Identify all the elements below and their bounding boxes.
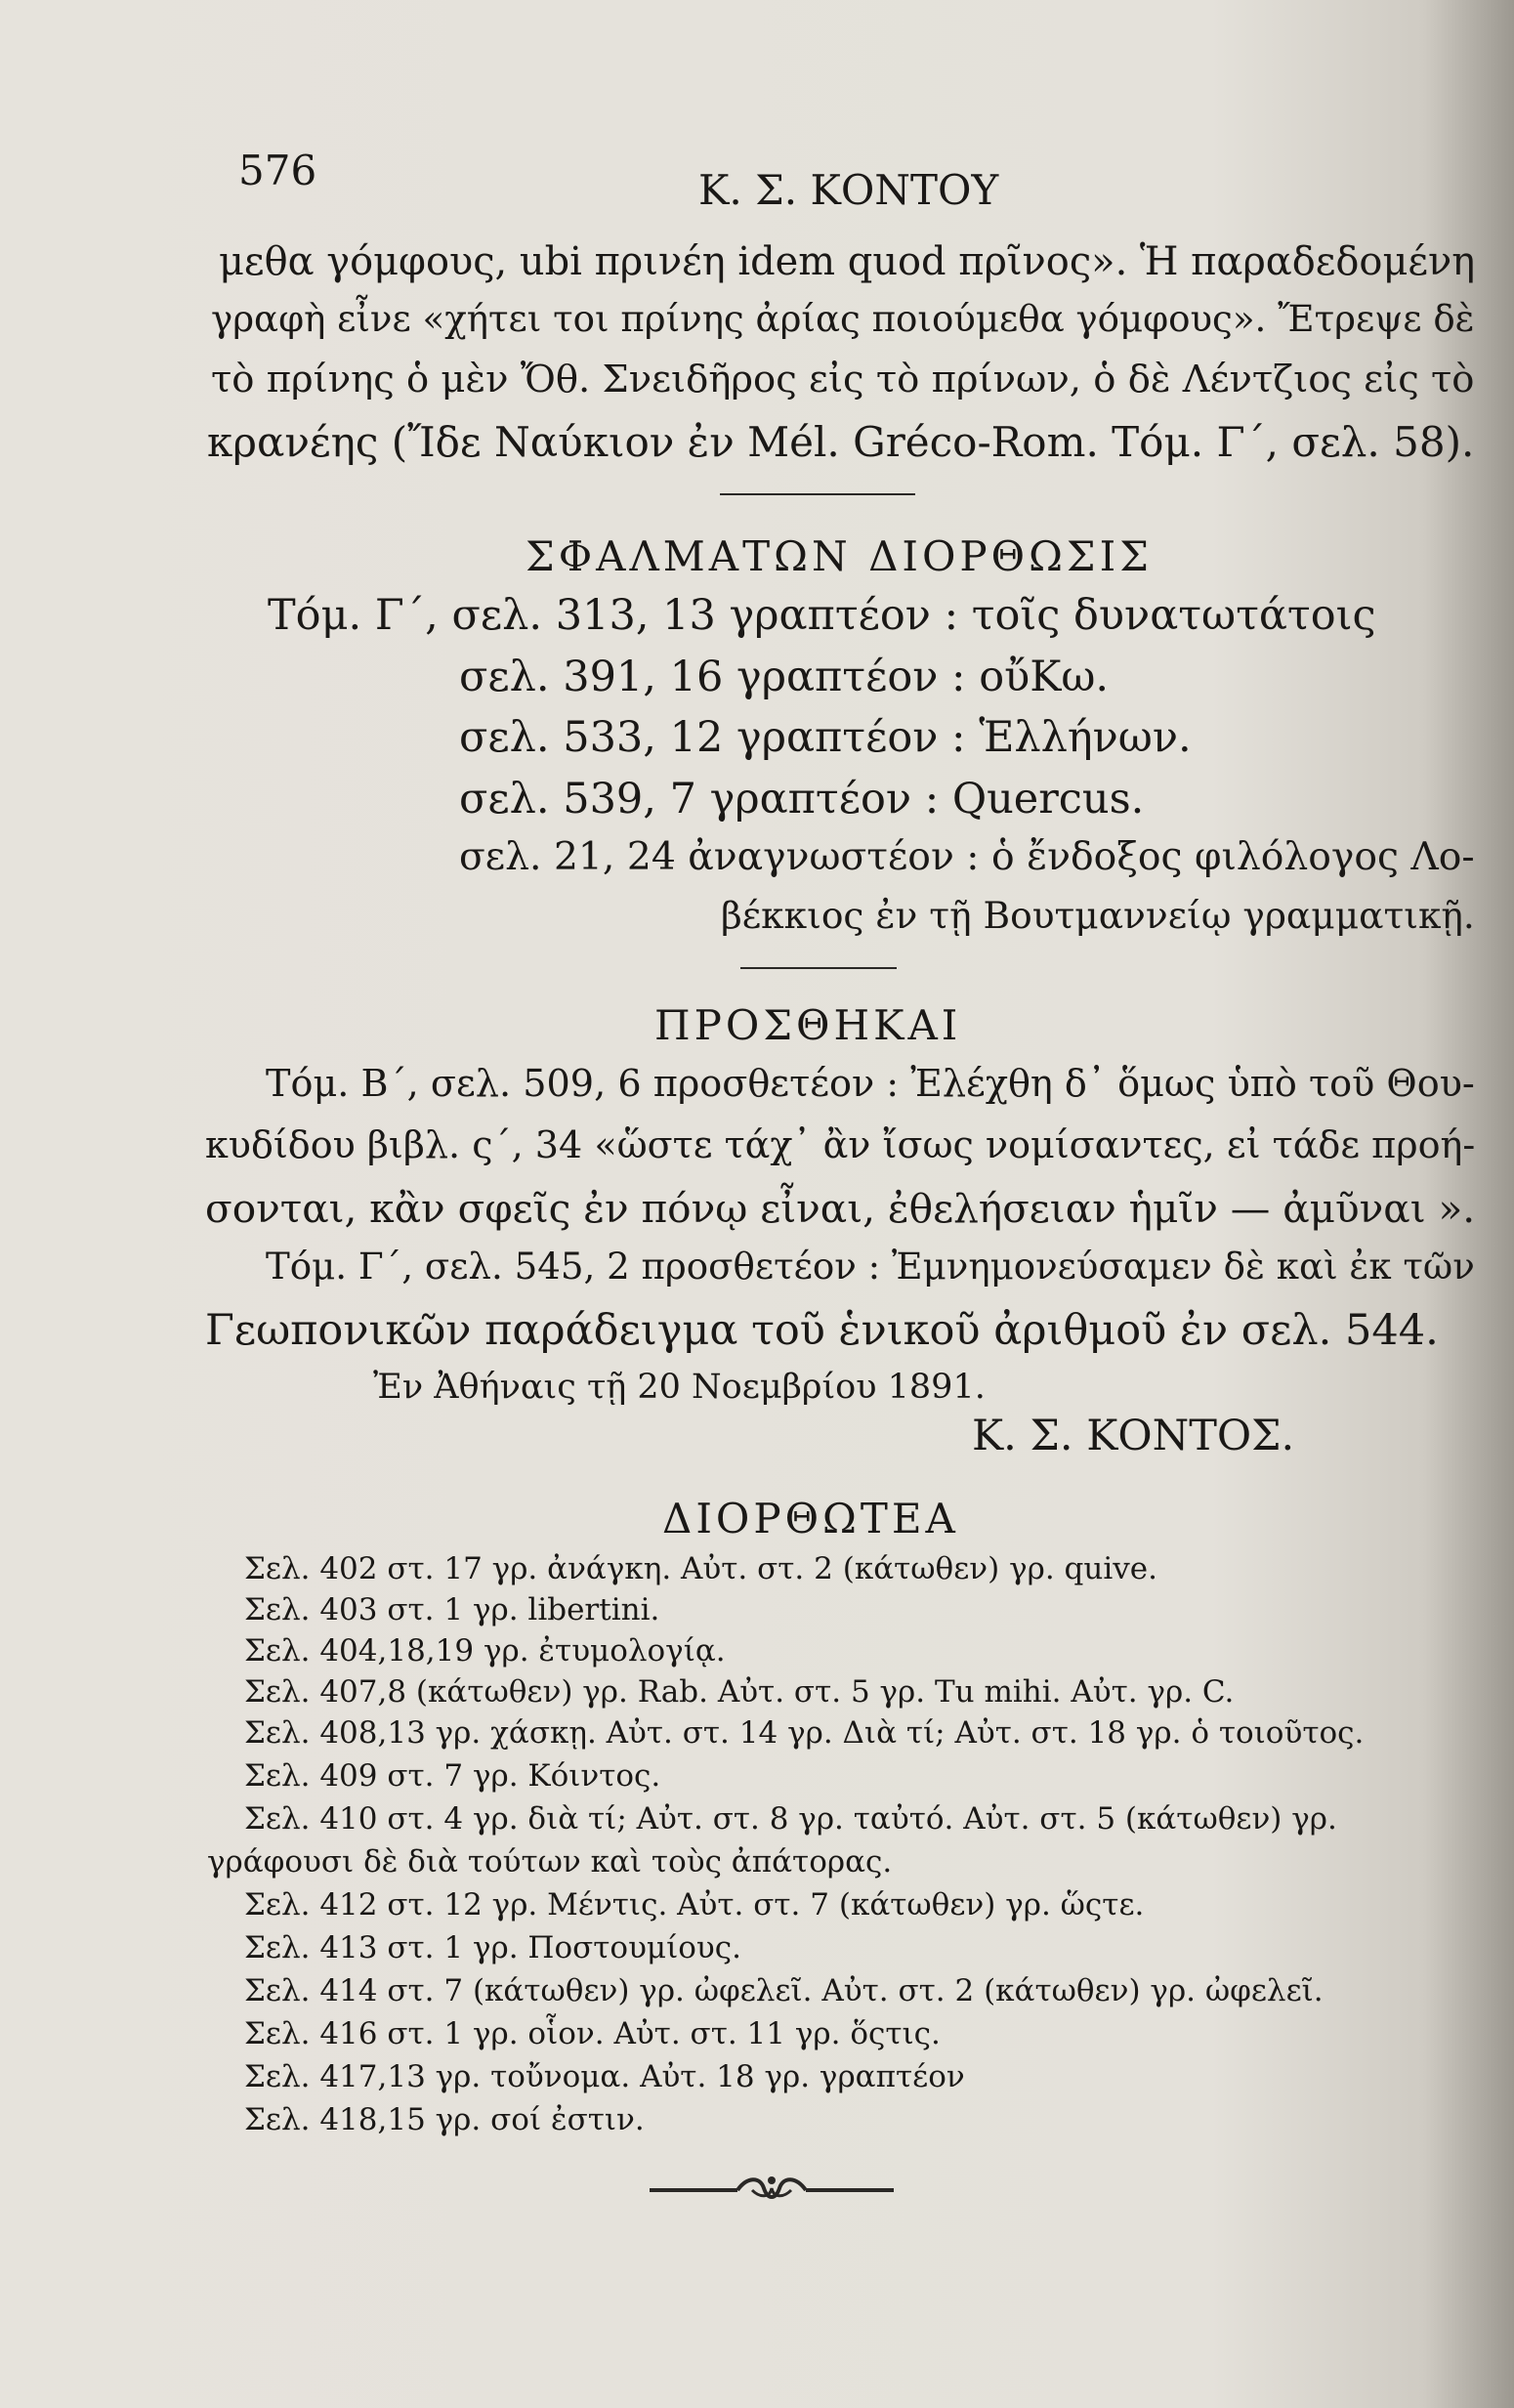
tailpiece-ornament-icon [645,2169,899,2208]
corrigenda-line: Σελ. 414 στ. 7 (κάτωθεν) γρ. ὠφελεῖ. Αὐτ. στ. 2 (κάτωθεν) γρ. ὠφελεῖ. [244,1973,1324,2008]
errata-line: σελ. 21, 24 ἀναγνωστέον : ὁ ἔνδοξος φιλόλογος Λο- [459,835,1475,879]
corrigenda-line: Σελ. 416 στ. 1 γρ. οἷον. Αὐτ. στ. 11 γρ. ὅςτις. [244,2016,941,2051]
additions-line: Τόμ. Β΄, σελ. 509, 6 προσθετέον : Ἐλέχθη δ᾽ ὅμως ὑπὸ τοῦ Θου- [266,1063,1475,1106]
additions-line: Γεωπονικῶν παράδειγμα τοῦ ἑνικοῦ ἀριθμοῦ ἐν σελ. 544. [205,1306,1439,1355]
corrigenda-line: Σελ. 410 στ. 4 γρ. διὰ τί; Αὐτ. στ. 8 γρ. ταὐτό. Αὐτ. στ. 5 (κάτωθεν) γρ. [244,1801,1337,1837]
corrigenda-line: Σελ. 412 στ. 12 γρ. Μέντις. Αὐτ. στ. 7 (κάτωθεν) γρ. ὥςτε. [244,1887,1145,1922]
errata-line: σελ. 391, 16 γραπτέον : οὔΚω. [459,653,1110,701]
running-title: Κ. Σ. ΚΟΝΤΟΥ [698,166,999,214]
text-line: τὸ πρίνης ὁ μὲν Ὄθ. Σνειδῆρος εἰς τὸ πρίνων, ὁ δὲ Λέντζιος εἰς τὸ [211,358,1475,401]
corrigenda-line: Σελ. 407,8 (κάτωθεν) γρ. Rab. Αὐτ. στ. 5 γρ. Tu mihi. Αὐτ. γρ. C. [244,1674,1235,1710]
section-divider [740,967,897,969]
corrigenda-line: Σελ. 404,18,19 γρ. ἐτυμολογίᾳ. [244,1633,726,1669]
corrigenda-line: Σελ. 408,13 γρ. χάσκῃ. Αὐτ. στ. 14 γρ. Διὰ τί; Αὐτ. στ. 18 γρ. ὁ τοιοῦτος. [244,1715,1365,1751]
corrigenda-title: ΔΙΟΡΘΩΤΕΑ [662,1495,959,1542]
additions-line: σονται, κἂν σφεῖς ἐν πόνῳ εἶναι, ἐθελήσειαν ἡμῖν — ἀμῦναι ». [205,1185,1476,1232]
additions-line: κυδίδου βιβλ. ς΄, 34 «ὥστε τάχ᾽ ἂν ἴσως νομίσαντες, εἰ τάδε προή- [205,1123,1476,1166]
corrigenda-line: Σελ. 417,13 γρ. τοὔνομα. Αὐτ. 18 γρ. γραπτέον [244,2059,965,2094]
errata-line: Τόμ. Γ΄, σελ. 313, 13 γραπτέον : τοῖς δυνατωτάτοις [268,591,1376,640]
dateline: Ἐν Ἀθήναις τῇ 20 Νοεμβρίου 1891. [373,1368,986,1407]
additions-title: ΠΡΟΣΘΗΚΑΙ [654,1001,962,1049]
errata-line: σελ. 533, 12 γραπτέον : Ἑλλήνων. [459,713,1192,762]
section-divider [720,493,915,495]
corrigenda-line: Σελ. 402 στ. 17 γρ. ἀνάγκη. Αὐτ. στ. 2 (κάτωθεν) γρ. quive. [244,1551,1157,1586]
text-line: μεθα γόμφους, ubi πρινέη idem quod πρῖνος». Ἡ παραδεδομένη [219,239,1476,284]
text-line: κρανέης (Ἴδε Ναύκιον ἐν Mél. Gréco-Rom. Τόμ. Γ΄, σελ. 58). [207,418,1475,466]
corrigenda-line: Σελ. 418,15 γρ. σοί ἐστιν. [244,2102,645,2137]
errata-title: ΣΦΑΛΜΑΤΩΝ ΔΙΟΡΘΩΣΙΣ [526,532,1153,580]
corrigenda-line: Σελ. 403 στ. 1 γρ. libertini. [244,1592,660,1627]
additions-line: Τόμ. Γ΄, σελ. 545, 2 προσθετέον : Ἐμνημονεύσαμεν δὲ καὶ ἐκ τῶν [266,1246,1475,1288]
text-line: γραφὴ εἶνε «χήτει τοι πρίνης ἀρίας ποιούμεθα γόμφους». Ἔτρεψε δὲ [211,298,1475,340]
signature: Κ. Σ. ΚΟΝΤΟΣ. [972,1412,1295,1460]
corrigenda-line: γράφουσι δὲ διὰ τούτων καὶ τοὺς ἀπάτορας. [207,1844,893,1880]
page-number: 576 [238,147,317,194]
errata-line: βέκκιος ἐν τῇ Βουτμαννείῳ γραμματικῇ. [721,894,1475,937]
corrigenda-line: Σελ. 413 στ. 1 γρ. Ποστουμίους. [244,1930,741,1965]
errata-line: σελ. 539, 7 γραπτέον : Quercus. [459,775,1145,824]
corrigenda-line: Σελ. 409 στ. 7 γρ. Κόιντος. [244,1758,661,1794]
